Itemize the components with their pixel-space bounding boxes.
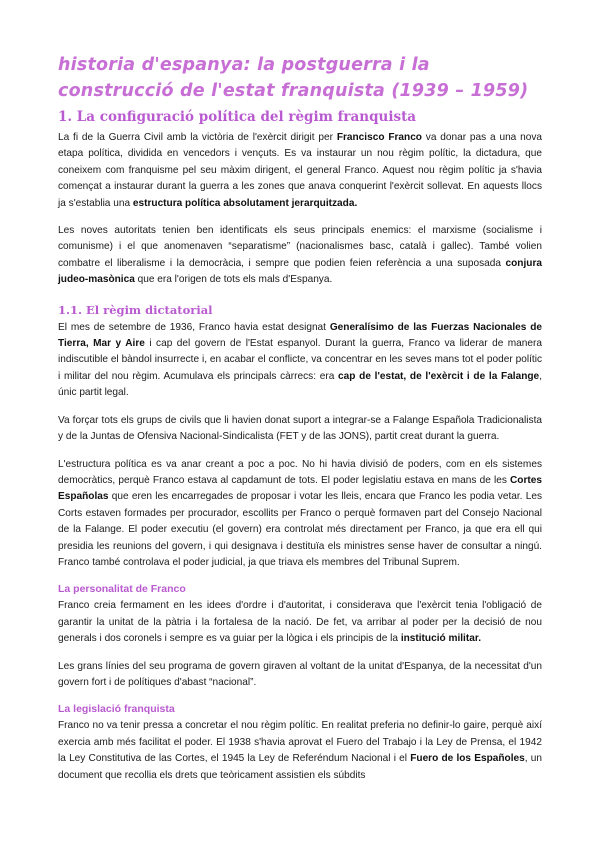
paragraph: Les grans línies del seu programa de govern giraven al voltant de la unitat d'Espanya, de la necessitat d'un govern fort i de polítiques d'abast “nacional”. xyxy=(58,660,542,688)
section-heading-1: 1. La configuració política del règim franquista xyxy=(58,109,417,125)
text: i cap del govern de l'Estat espanyol. Durant la guerra, Franco va liderar de manera indiscutible el bàndol insurrecte i, en acabar el conflicte, va concentrar en les seves mans tot el poder polític i militar del nou règim. Acumulava els principals càrrecs: era xyxy=(58,338,542,382)
text: , únic partit legal. xyxy=(58,370,542,399)
bold-text: Francisco Franco xyxy=(336,132,422,143)
text: La fi de la Guerra Civil amb la victòria de l'exèrcit dirigit per xyxy=(58,132,337,143)
bold-text: estructura política absolutament jerarquitzada. xyxy=(132,197,358,209)
text: El mes de setembre de 1936, Franco havia estat designat xyxy=(58,321,330,333)
subheading-legislacio: La legislació franquista xyxy=(58,703,175,716)
bold-text: Generalísimo de las Fuerzas Nacionales de Tierra, Mar y Aire xyxy=(58,321,542,350)
text: va donar pas a una nova etapa política, dividida en vencedors i vençuts. Es va instaurar un nou règim polític, la dictadura, que coneixem com franquisme pel seu màxim dirigent, el general Franco. Aquest nou règim polític ja s'havia començat a instaurar durant la guerra a les zones que anava conquerint l'exèrcit sollevat. En aquests llocs ja s'establia una xyxy=(58,132,543,209)
text: L'estructura política es va anar creant a poc a poc. No hi havia divisió de poders, com en els sistemes democràtics, perquè Franco estava al capdamunt de tots. El poder legislatiu estava en mans de les xyxy=(58,458,542,486)
text: que eren les encarregades de proposar i votar les lleis, encara que Franco les podia vetar. Les Corts estaven formades per procurador, escollits per Franco o perquè formaven part del Consejo Nacional de la Falange. El poder executiu (el govern) era controlat més directament per Franco, ja que era ell qui presidia les reunions del govern, i qui designava i destituïa els ministres sense haver de consultar a ningú. Franco també controlava el poder judicial, ja que triava els membres del Tribunal Suprem. xyxy=(58,491,542,568)
paragraph xyxy=(58,130,542,212)
bold-text: Cortes Españolas xyxy=(58,474,542,503)
bold-text: cap de l'estat, de l'exèrcit i de la Falange xyxy=(338,370,540,382)
section-heading-1-1: 1.1. El règim dictatorial xyxy=(58,302,213,317)
subheading-personalitat: La personalitat de Franco xyxy=(58,583,186,596)
document-title: historia d'espanya: la postguerra i la construcció de l'estat franquista (1939 – 1959) xyxy=(58,55,529,101)
paragraph xyxy=(58,320,542,402)
paragraph xyxy=(58,223,542,289)
text: Franco creia fermament en les idees d'ordre i d'autoritat, i considerava que l'exèrcit tenia l'obligació de garantir la unitat de la pàtria i la fortalesa de la nació. De fet, va arribar al poder per la decisió de nou generals i dos coronels i sempre es va guiar per la lògica i els principis de la xyxy=(58,600,542,645)
bold-text: conjura judeo-masònica xyxy=(58,257,542,286)
paragraph: Va forçar tots els grups de civils que li havien donat suport a integrar-se a Falange Española Tradicionalista y de la Juntas de Ofensiva Nacional-Sindicalista (FET y de las JONS), partit creat durant la guerra. xyxy=(58,414,542,443)
text: que era l'origen de tots els mals d'Espanya. xyxy=(134,274,333,286)
bold-text: institució militar. xyxy=(400,633,482,645)
bold-text: Fuero de los Españoles xyxy=(410,753,525,765)
text: Franco no va tenir pressa a concretar el nou règim polític. En realitat preferia no definir-lo gaire, perquè així exercia amb més facilitat el poder. El 1938 s'havia aprovat el Fuero del Trabajo i la Ley de Prensa, el 1942 la Ley Constitutiva de las Cortes, el 1945 la Ley de Referéndum Nacional i el xyxy=(58,720,542,765)
text: Les noves autoritats tenien ben identificats els seus principals enemics: el marxisme (socialisme i comunisme) i el que anomenaven “separatisme” (nacionalismes basc, català i gallec). També volien combatre el liberalisme i la democràcia, i sempre que podien feien referència a una suposada xyxy=(58,225,542,269)
paragraph xyxy=(58,718,542,784)
paragraph xyxy=(58,457,542,572)
text: , un document que recollia els drets que teòricament assistien els súbdits xyxy=(58,753,542,781)
paragraph xyxy=(58,598,542,647)
